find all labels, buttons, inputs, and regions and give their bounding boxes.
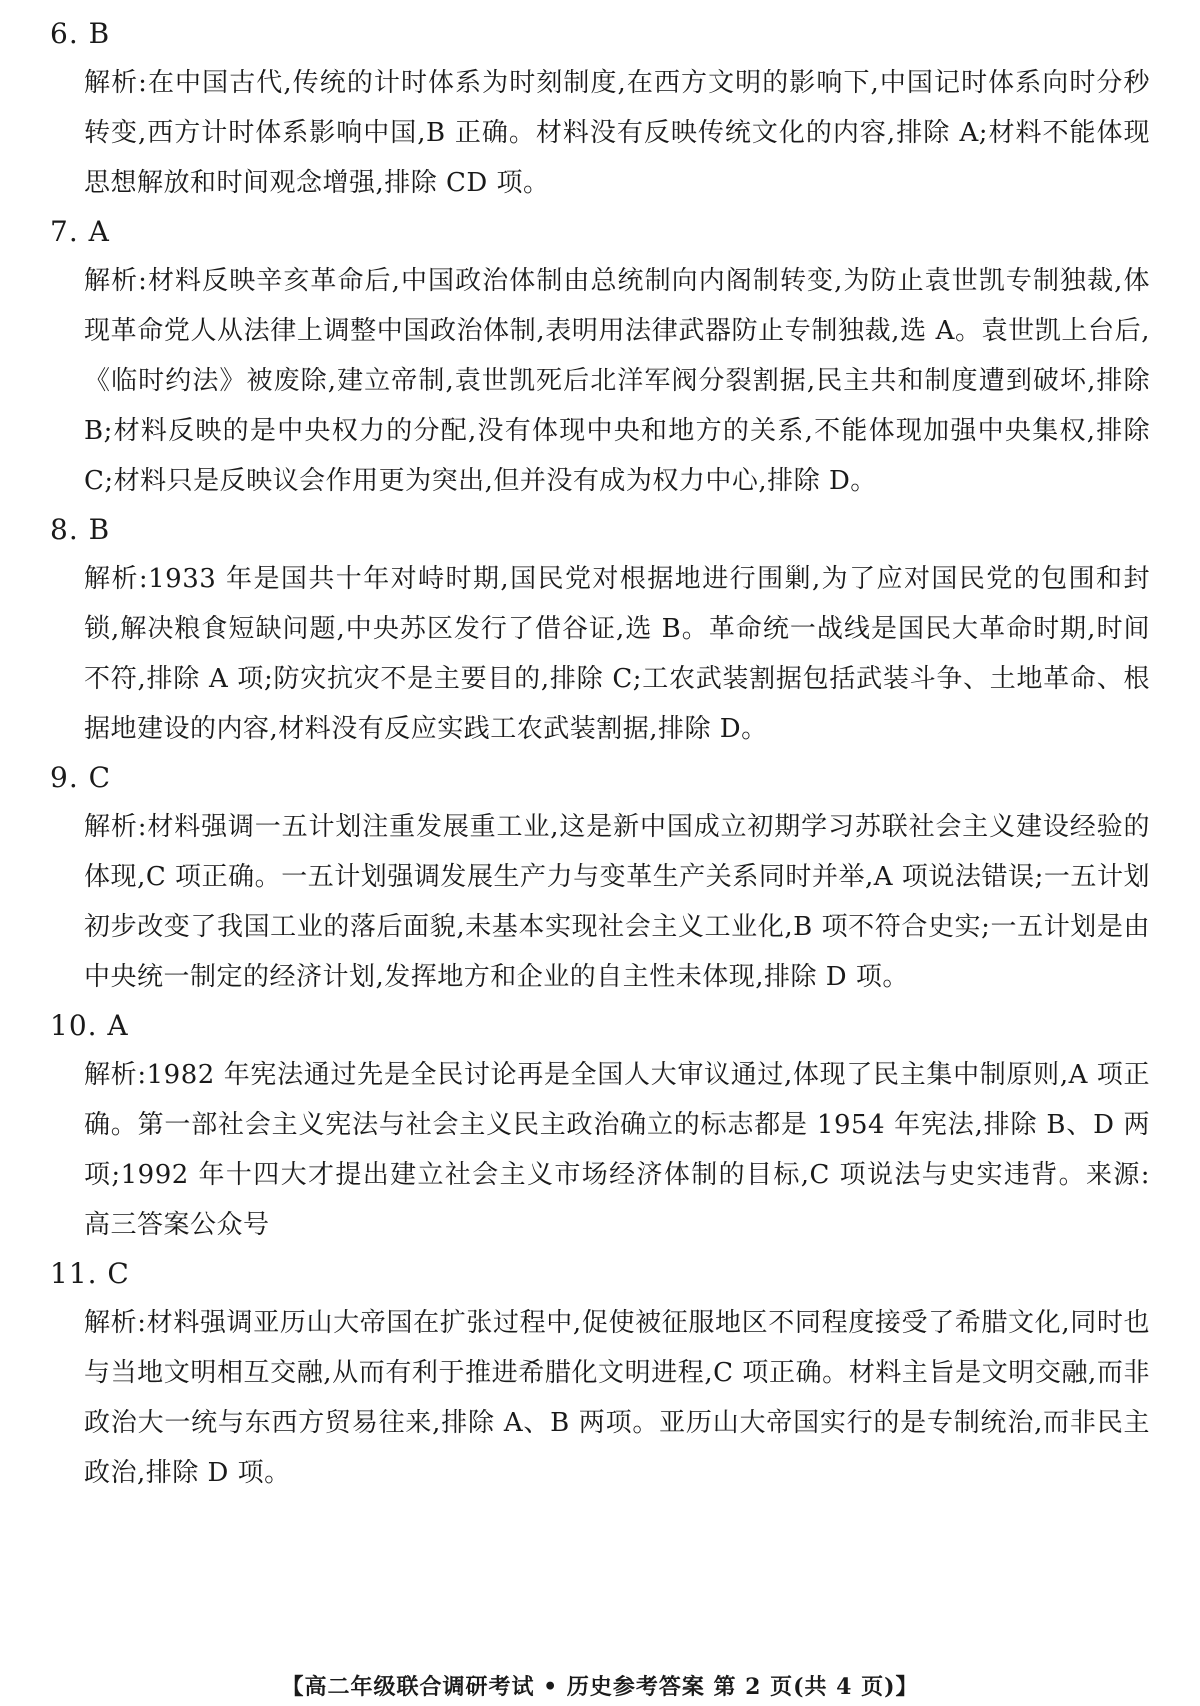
explanation-text: 材料反映辛亥革命后,中国政治体制由总统制向内阁制转变,为防止袁世凯专制独裁,体现革命党人从法律上调整中国政治体制,表明用法律武器防止专制独裁,选 A。袁世凯上台后,《临时约法》被废除,建立帝制,袁世凯死后北洋军阀分裂割据,民主共和制度遭到破坏,排除 B;材料反映的是中央权力的分配,没有体现中央和地方的关系,不能体现加强中央集权,排除 C;材料只是反映议会作用更为突出,但并没有成为权力中心,排除 D。: [84, 266, 1150, 496]
question-explanation: [84, 1298, 1150, 1498]
explanation-label: 解析:: [84, 1308, 147, 1338]
question-6: [50, 10, 1150, 208]
explanation-label: 解析:: [84, 266, 148, 296]
question-explanation: [84, 1050, 1150, 1250]
explanation-label: 解析:: [84, 68, 148, 98]
question-9: [50, 754, 1150, 1002]
question-7: [50, 208, 1150, 506]
question-explanation: [84, 554, 1150, 754]
explanation-text: 在中国古代,传统的计时体系为时刻制度,在西方文明的影响下,中国记时体系向时分秒转变,西方计时体系影响中国,B 正确。材料没有反映传统文化的内容,排除 A;材料不能体现思想解放和时间观念增强,排除 CD 项。: [84, 68, 1150, 198]
question-8: [50, 506, 1150, 754]
explanation-label: 解析:: [84, 564, 149, 594]
explanation-text: 材料强调亚历山大帝国在扩张过程中,促使被征服地区不同程度接受了希腊文化,同时也与当地文明相互交融,从而有利于推进希腊化文明进程,C 项正确。材料主旨是文明交融,而非政治大一统与东西方贸易往来,排除 A、B 两项。亚历山大帝国实行的是专制统治,而非民主政治,排除 D 项。: [84, 1308, 1151, 1488]
explanation-label: 解析:: [84, 1060, 147, 1090]
question-number: 11. C: [50, 1257, 130, 1290]
question-10: [50, 1002, 1150, 1250]
question-number: 8. B: [50, 513, 111, 546]
explanation-label: 解析:: [84, 812, 147, 842]
question-number: 10. A: [50, 1009, 129, 1042]
explanation-text: 1933 年是国共十年对峙时期,国民党对根据地进行围剿,为了应对国民党的包围和封锁,解决粮食短缺问题,中央苏区发行了借谷证,选 B。革命统一战线是国民大革命时期,时间不符,排除 A 项;防灾抗灾不是主要目的,排除 C;工农武装割据包括武装斗争、土地革命、根据地建设的内容,材料没有反应实践工农武装割据,排除 D。: [84, 564, 1150, 744]
question-number: 7. A: [50, 215, 110, 248]
answer-page: [50, 10, 1150, 1498]
question-11: [50, 1250, 1150, 1498]
question-explanation: [84, 58, 1150, 208]
page-footer: 【高二年级联合调研考试 • 历史参考答案 第 2 页(共 4 页)】: [281, 1674, 919, 1700]
explanation-text: 材料强调一五计划注重发展重工业,这是新中国成立初期学习苏联社会主义建设经验的体现,C 项正确。一五计划强调发展生产力与变革生产关系同时并举,A 项说法错误;一五计划初步改变了我国工业的落后面貌,未基本实现社会主义工业化,B 项不符合史实;一五计划是由中央统一制定的经济计划,发挥地方和企业的自主性未体现,排除 D 项。: [84, 812, 1150, 992]
question-number: 9. C: [50, 761, 112, 794]
question-number: 6. B: [50, 17, 111, 50]
question-explanation: [84, 256, 1150, 506]
question-explanation: [84, 802, 1150, 1002]
explanation-text: 1982 年宪法通过先是全民讨论再是全国人大审议通过,体现了民主集中制原则,A 项正确。第一部社会主义宪法与社会主义民主政治确立的标志都是 1954 年宪法,排除 B、D 两项;1992 年十四大才提出建立社会主义市场经济体制的目标,C 项说法与史实违背。来源: 高三答案公众号: [84, 1060, 1150, 1240]
